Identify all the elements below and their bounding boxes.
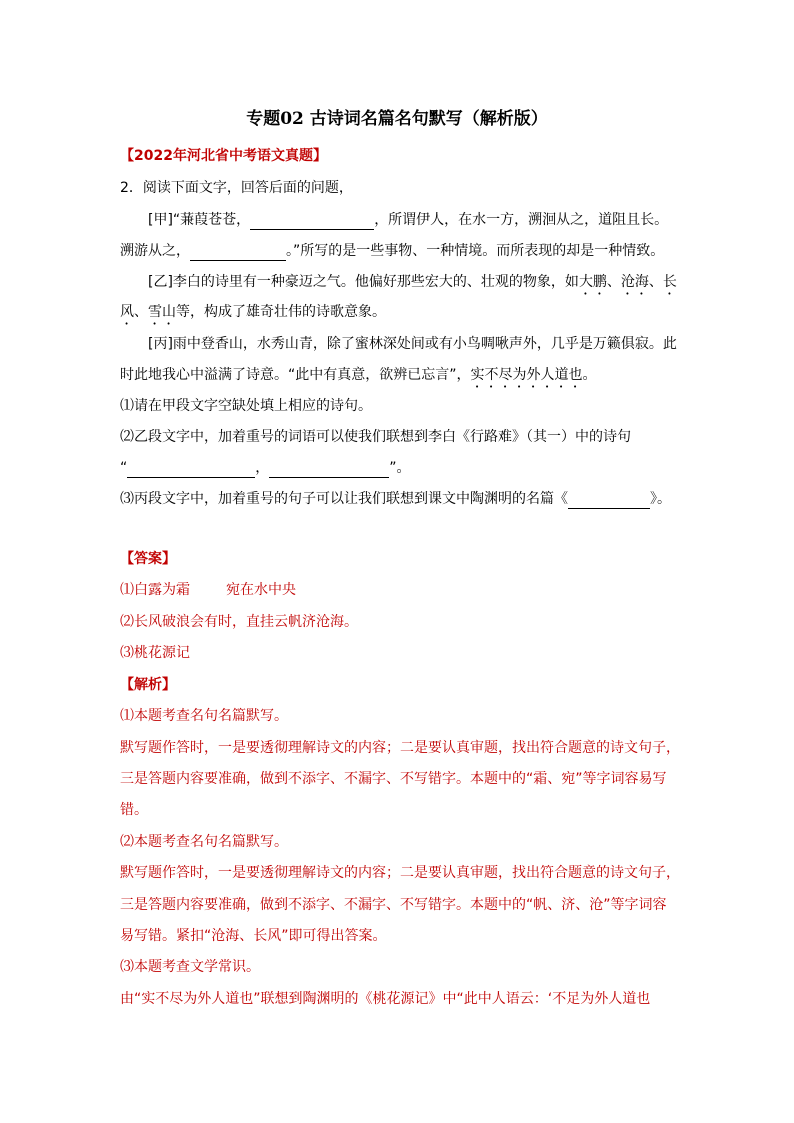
answer-blank-4[interactable] [269, 463, 389, 478]
jia-text-1b: ，所谓伊人，在水一方，溯洄从之，道阻且长。 [374, 212, 669, 228]
answer-1 [120, 580, 296, 600]
analysis-1-line1: 默写题作答时，一是要透彻理解诗文的内容；二是要认真审题，找出符合题意的诗文句子， [120, 740, 680, 756]
sub3-text-b: 》。 [650, 491, 671, 507]
answer-blank-5[interactable] [568, 494, 650, 509]
sub-question-2: ⑵乙段文字中，加着重号的词语可以使我们联想到李白《行路难》（其一）中的诗句 [120, 429, 631, 445]
analysis-2-line3: 易写错。紧扣“沧海、长风”即可得出答案。 [120, 928, 387, 944]
sub-question-2-blanks [120, 458, 411, 478]
jia-text-2a: 溯游从之， [120, 243, 190, 259]
sub-question-1: ⑴请在甲段文字空缺处填上相应的诗句。 [120, 398, 372, 414]
yi-emphasis-1: 大鹏、沧海、长 [578, 274, 677, 290]
answer-2: ⑵长风破浪会有时，直挂云帆济沧海。 [120, 614, 358, 630]
yi-emphasis-2: 风、雪山 [120, 304, 176, 320]
analysis-1-line3: 错。 [120, 802, 148, 818]
answer-heading: 【答案】 [120, 551, 176, 567]
sub3-text-a: ⑶丙段文字中，加着重号的句子可以让我们联想到课文中陶渊明的名篇《 [120, 491, 568, 507]
analysis-2-line2: 三是答题内容要准确，做到不添字、不漏字、不写错字。本题中的“帆、济、沧”等字词容 [120, 897, 667, 913]
analysis-1-line2: 三是答题内容要准确，做到不添字、不漏字、不写错字。本题中的“霜、宛”等字词容易写 [120, 771, 667, 787]
yi-text-1a: [乙]李白的诗里有一种豪迈之气。他偏好那些宏大的、壮观的物象，如 [148, 274, 579, 290]
answer-3: ⑶桃花源记 [120, 645, 190, 661]
yi-text-2b: 等，构成了雄奇壮伟的诗歌意象。 [176, 304, 386, 320]
question-stem: 2．阅读下面文字，回答后面的问题， [120, 180, 353, 196]
paragraph-jia-line2 [120, 241, 664, 261]
analysis-2-line1: 默写题作答时，一是要透彻理解诗文的内容；二是要认真审题，找出符合题意的诗文句子， [120, 865, 680, 881]
analysis-2-title: ⑵本题考查名句名篇默写。 [120, 834, 288, 850]
bing-text-2b: 。 [582, 367, 597, 383]
quote-open: “ [120, 460, 128, 476]
answer-1b: 宛在水中央 [226, 582, 296, 598]
jia-text-1a: [甲]“蒹葭苍苍， [148, 212, 251, 228]
bing-text-2a: 时此地我心中溢满了诗意。“此中有真意，欲辨已忘言”， [120, 367, 471, 383]
paragraph-bing-line2 [120, 365, 597, 391]
analysis-3-title: ⑶本题考查文学常识。 [120, 959, 260, 975]
analysis-1-title: ⑴本题考查名句名篇默写。 [120, 708, 288, 724]
comma: ， [255, 460, 270, 476]
exam-tag: 【2022年河北省中考语文真题】 [120, 148, 327, 164]
quote-close: ”。 [389, 460, 411, 476]
answer-1a: ⑴白露为霜 [120, 582, 190, 598]
answer-blank-1[interactable] [250, 215, 374, 230]
bing-emphasis: 实不尽为外人道也 [470, 367, 583, 383]
answer-blank-2[interactable] [190, 246, 286, 261]
page-title: 专题02 古诗词名篇名句默写（解析版） [246, 109, 548, 129]
paragraph-jia-line1 [148, 210, 668, 230]
sub-question-3 [120, 489, 671, 509]
jia-text-2b: 。”所写的是一些事物、一种情境。而所表现的却是一种情致。 [286, 243, 665, 259]
paragraph-yi-line1 [148, 272, 677, 298]
paragraph-yi-line2 [120, 302, 386, 328]
analysis-heading: 【解析】 [120, 677, 176, 693]
paragraph-bing-line1: [丙]雨中登香山，水秀山青，除了蜜林深处间或有小鸟啁啾声外，几乎是万籁俱寂。此 [148, 336, 677, 352]
analysis-3-line1: 由“实不尽为外人道也”联想到陶渊明的《桃花源记》中“此中人语云：‘不足为外人道也 [120, 991, 651, 1007]
answer-blank-3[interactable] [127, 463, 255, 478]
